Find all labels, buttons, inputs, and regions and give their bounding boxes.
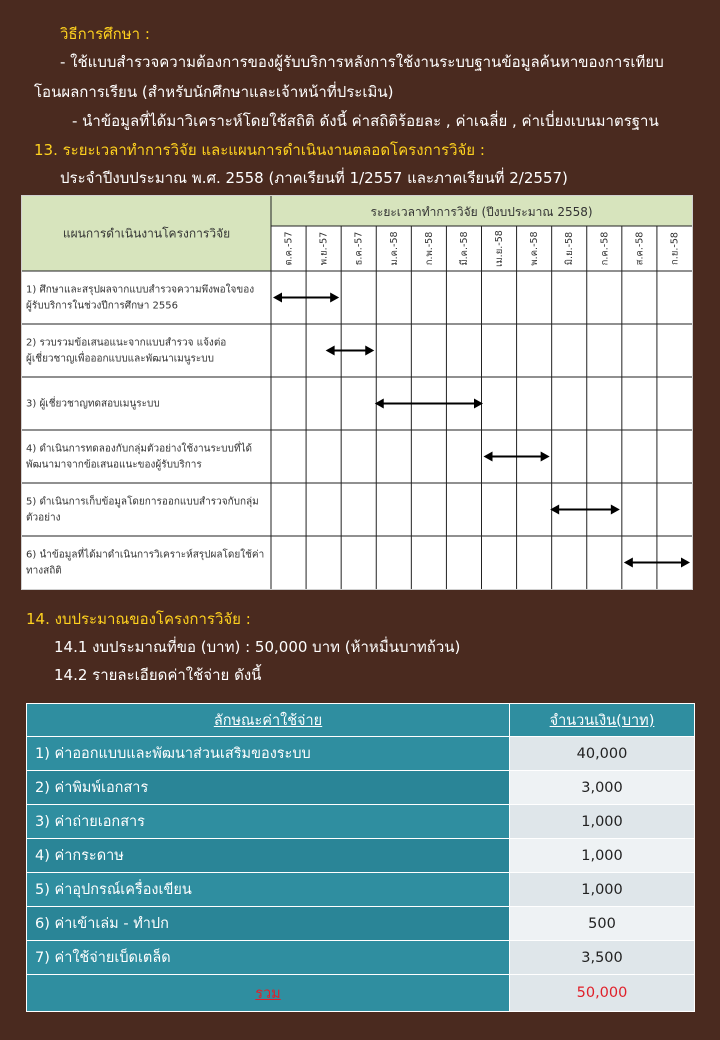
gantt-svg xyxy=(22,196,692,589)
gantt-month-label: ก.ย.-58 xyxy=(669,232,681,265)
budget-item: 2) ค่าพิมพ์เอกสาร xyxy=(27,771,510,805)
gantt-task-label: 4) ดำเนินการทดลองกับกลุ่มตัวอย่างใช้งานระบบที่ได้ xyxy=(26,443,252,455)
budget-table xyxy=(26,703,695,1012)
gantt-task-label: 2) รวบรวมข้อเสนอแนะจากแบบสำรวจ แจ้งต่อ xyxy=(26,337,227,349)
gantt-month-label: เม.ย.-58 xyxy=(494,230,506,267)
gantt-task-header: แผนการดำเนินงานโครงการวิจัย xyxy=(62,226,231,241)
gantt-arrow-head-left xyxy=(273,293,282,303)
gantt-task-label: ทางสถิติ xyxy=(26,565,62,577)
budget-row xyxy=(27,941,695,975)
budget-row xyxy=(27,839,695,873)
gantt-arrow-head-right xyxy=(611,505,620,515)
budget-row xyxy=(27,873,695,907)
budget-amount: 1,000 xyxy=(510,805,695,839)
budget-row xyxy=(27,771,695,805)
budget-detail-label: 14.2 รายละเอียดค่าใช้จ่าย ดังนี้ xyxy=(54,666,262,684)
method-line-1: - ใช้แบบสำรวจความต้องการของผู้รับบริการหลังการใช้งานระบบฐานข้อมูลค้นหาของการเทียบ xyxy=(60,53,664,71)
gantt-month-label: ต.ค.-57 xyxy=(283,231,295,266)
budget-item: 7) ค่าใช้จ่ายเบ็ดเตล็ด xyxy=(27,941,510,975)
gantt-chart xyxy=(21,195,693,590)
budget-amount: 1,000 xyxy=(510,873,695,907)
budget-amount: 40,000 xyxy=(510,737,695,771)
budget-row xyxy=(27,907,695,941)
gantt-month-label: ม.ค.-58 xyxy=(388,231,400,266)
budget-col-amount: จำนวนเงิน(บาท) xyxy=(510,704,695,737)
budget-total-amount: 50,000 xyxy=(510,975,695,1012)
gantt-arrow-head-right xyxy=(681,558,690,568)
budget-requested: 14.1 งบประมาณที่ขอ (บาท) : 50,000 บาท (ห้าหมื่นบาทถ้วน) xyxy=(54,638,461,656)
gantt-month-label: มี.ค.-58 xyxy=(458,231,470,266)
budget-item: 6) ค่าเข้าเล่ม - ทำปก xyxy=(27,907,510,941)
gantt-month-label: มิ.ย.-58 xyxy=(564,231,576,266)
gantt-month-label: พ.ย.-57 xyxy=(318,231,330,266)
gantt-arrow-head-left xyxy=(326,346,335,356)
gantt-period-header: ระยะเวลาทำการวิจัย (ปีงบประมาณ 2558) xyxy=(370,205,593,219)
gantt-task-label: ผู้รับบริการในช่วงปีการศึกษา 2556 xyxy=(26,300,178,312)
gantt-task-label: 5) ดำเนินการเก็บข้อมูลโดยการออกแบบสำรวจกับกลุ่ม xyxy=(26,496,259,508)
budget-item: 5) ค่าอุปกรณ์เครื่องเขียน xyxy=(27,873,510,907)
budget-total-label: รวม xyxy=(27,975,510,1012)
budget-amount: 500 xyxy=(510,907,695,941)
budget-amount: 3,500 xyxy=(510,941,695,975)
gantt-arrow-head-right xyxy=(541,452,550,462)
budget-item: 3) ค่าถ่ายเอกสาร xyxy=(27,805,510,839)
section-13-subtitle: ประจำปีงบประมาณ พ.ศ. 2558 (ภาคเรียนที่ 1/2557 และภาคเรียนที่ 2/2557) xyxy=(60,169,568,187)
budget-header-row xyxy=(27,704,695,737)
budget-item: 4) ค่ากระดาษ xyxy=(27,839,510,873)
budget-amount: 3,000 xyxy=(510,771,695,805)
gantt-arrow-head-right xyxy=(330,293,339,303)
method-line-2: โอนผลการเรียน (สำหรับนักศึกษาและเจ้าหน้าที่ประเมิน) xyxy=(34,83,394,101)
gantt-arrow-head-left xyxy=(484,452,493,462)
gantt-month-label: ก.ค.-58 xyxy=(599,231,611,266)
gantt-task-label: ตัวอย่าง xyxy=(26,512,61,524)
gantt-task-label: 6) นำข้อมูลที่ได้มาดำเนินการวิเคราะห์สรุปผลโดยใช้ค่า xyxy=(26,549,265,561)
budget-amount: 1,000 xyxy=(510,839,695,873)
budget-total-row xyxy=(27,975,695,1012)
budget-row xyxy=(27,805,695,839)
gantt-task-label: 3) ผู้เชี่ยวชาญทดสอบเมนูระบบ xyxy=(26,398,160,410)
gantt-arrow-head-left xyxy=(624,558,633,568)
gantt-month-label: ส.ค.-58 xyxy=(634,231,646,266)
section-13-heading: 13. ระยะเวลาทำการวิจัย และแผนการดำเนินงานตลอดโครงการวิจัย : xyxy=(34,141,485,159)
budget-item: 1) ค่าออกแบบและพัฒนาส่วนเสริมของระบบ xyxy=(27,737,510,771)
method-heading: วิธีการศึกษา : xyxy=(60,25,150,43)
gantt-task-label: พัฒนามาจากข้อเสนอแนะของผู้รับบริการ xyxy=(26,459,202,471)
gantt-arrow-head-right xyxy=(365,346,374,356)
budget-row xyxy=(27,737,695,771)
method-line-3: - นำข้อมูลที่ได้มาวิเคราะห์โดยใช้สถิติ ดังนี้ ค่าสถิติร้อยละ , ค่าเฉลี่ย , ค่าเบี่ยงเบนมาตรฐาน xyxy=(72,112,659,130)
gantt-task-label: 1) ศึกษาและสรุปผลจากแบบสำรวจความพึงพอใจของ xyxy=(26,284,255,296)
section-14-heading: 14. งบประมาณของโครงการวิจัย : xyxy=(26,610,251,628)
budget-col-item: ลักษณะค่าใช้จ่าย xyxy=(27,704,510,737)
gantt-month-label: พ.ค.-58 xyxy=(529,231,541,266)
gantt-month-label: ธ.ค.-57 xyxy=(353,231,365,266)
gantt-task-label: ผู้เชี่ยวชาญเพื่อออกแบบและพัฒนาเมนูระบบ xyxy=(26,353,214,365)
gantt-month-label: ก.พ.-58 xyxy=(423,231,435,266)
